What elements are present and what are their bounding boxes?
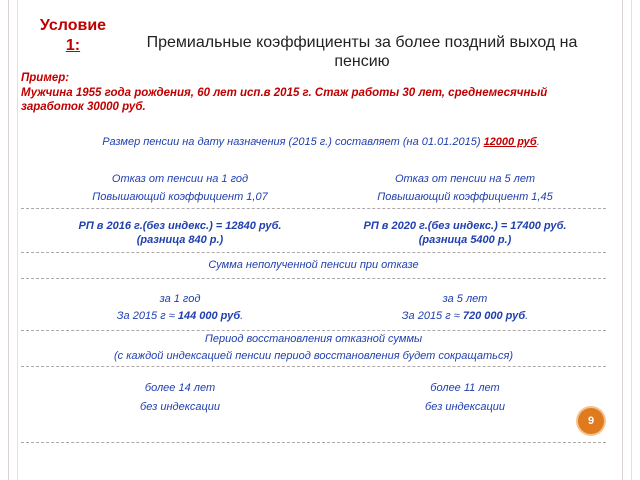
- recovery-right-note: без индексации: [425, 401, 505, 413]
- refusal-right: [330, 172, 600, 204]
- rp-right-line2: (разница 5400 р.): [418, 234, 512, 246]
- unreceived-left: [40, 292, 320, 323]
- left-frame-decoration: [8, 0, 18, 480]
- pension-size-amount: 12000 руб: [483, 136, 537, 148]
- recovery-left-period: более 14 лет: [144, 382, 216, 394]
- unreceived-right-amount: 720 000 руб: [462, 310, 526, 322]
- recovery-left-note: без индексации: [140, 401, 220, 413]
- condition-label-line1: Условие: [39, 17, 107, 34]
- pension-size-dot: .: [536, 136, 540, 148]
- divider: [21, 252, 606, 253]
- pension-size-line: [21, 136, 621, 148]
- unreceived-left-prefix: За 2015 г ≈: [116, 310, 175, 322]
- page-number-badge: 9: [578, 408, 604, 434]
- refusal-left: [40, 172, 320, 204]
- example-block: [21, 71, 621, 115]
- recovery-note: (с каждой индексацией пенсии период восстановления будет сокращаться): [113, 350, 514, 362]
- refusal-right-label: Отказ от пенсии на 5 лет: [394, 173, 536, 185]
- rp-left: [40, 219, 320, 247]
- refusal-right-coef: Повышающий коэффициент 1,45: [377, 191, 553, 203]
- unreceived-right: [330, 292, 600, 323]
- refusal-left-coef: Повышающий коэффициент 1,07: [92, 191, 268, 203]
- refusal-left-label: Отказ от пенсии на 1 год: [111, 173, 249, 185]
- unreceived-heading: Сумма неполученной пенсии при отказе: [208, 259, 419, 271]
- rp-right-line1: РП в 2020 г.(без индекс.) = 17400 руб.: [363, 220, 567, 232]
- example-text-line1: Мужчина 1955 года рождения, 60 лет исп.в 2015 г. Стаж работы 30 лет, среднемесячный: [21, 86, 548, 99]
- divider: [21, 208, 606, 209]
- rp-left-line2: (разница 840 р.): [136, 234, 224, 246]
- divider: [21, 278, 606, 279]
- page-title: Премиальные коэффициенты за более поздний выход на пенсию: [146, 34, 578, 70]
- recovery-heading: Период восстановления отказной суммы: [204, 333, 423, 345]
- divider: [21, 330, 606, 331]
- right-frame-decoration: [622, 0, 632, 480]
- unreceived-right-period: за 5 лет: [442, 293, 488, 305]
- divider: [21, 442, 606, 443]
- pension-size-text: Размер пенсии на дату назначения (2015 г.) составляет (на 01.01.2015): [102, 136, 481, 148]
- unreceived-right-prefix: За 2015 г ≈: [401, 310, 460, 322]
- example-text-line2: заработок 30000 руб.: [21, 101, 146, 113]
- unreceived-left-suffix: .: [240, 310, 244, 322]
- rp-left-line1: РП в 2016 г.(без индекс.) = 12840 руб.: [78, 220, 282, 232]
- rp-right: [330, 219, 600, 247]
- recovery-left: [40, 381, 320, 414]
- example-heading: Пример:: [21, 72, 70, 84]
- unreceived-left-amount: 144 000 руб: [177, 310, 241, 322]
- divider: [21, 366, 606, 367]
- recovery-right: [330, 381, 600, 414]
- unreceived-left-period: за 1 год: [159, 293, 201, 305]
- condition-label-line2: 1:: [65, 37, 81, 54]
- unreceived-right-suffix: .: [525, 310, 529, 322]
- condition-label: [28, 16, 118, 56]
- recovery-right-period: более 11 лет: [430, 382, 500, 394]
